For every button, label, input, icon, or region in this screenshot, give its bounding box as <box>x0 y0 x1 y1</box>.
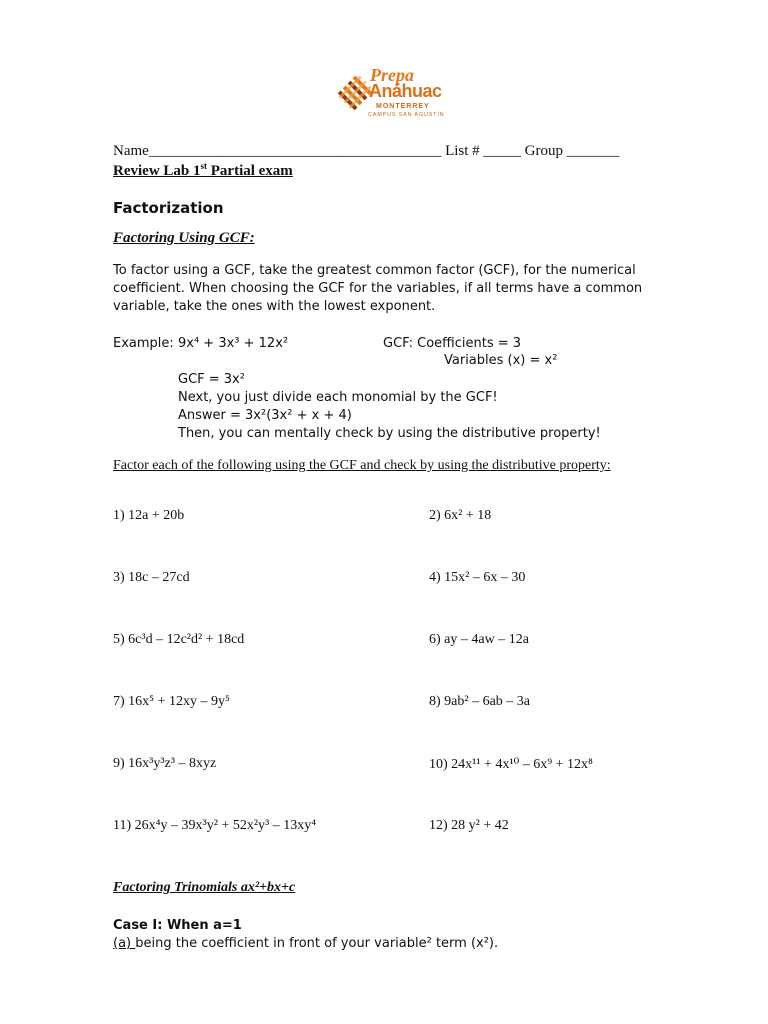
logo-mark-icon <box>336 70 372 118</box>
example-step-4: Then, you can mentally check by using the distributive property! <box>178 426 601 441</box>
problem-item: 3) 18c – 27cd <box>113 570 190 585</box>
gcf-intro-line-3: variable, take the ones with the lowest exponent. <box>113 299 436 314</box>
example-step-1: GCF = 3x² <box>178 372 245 387</box>
list-label: List # <box>445 143 480 159</box>
problem-item: 5) 6c³d – 12c²d² + 18cd <box>113 632 245 647</box>
review-title-suffix: Partial exam <box>207 163 293 179</box>
gcf-coefficients: GCF: Coefficients = 3 <box>383 336 522 351</box>
gcf-variables: Variables (x) = x² <box>444 353 558 368</box>
review-title-prefix: Review Lab 1 <box>113 163 201 179</box>
trinomials-heading: Factoring Trinomials ax²+bx+c <box>113 880 296 895</box>
gcf-heading: Factoring Using GCF: <box>113 230 255 246</box>
name-blank[interactable]: _______________________________________ <box>148 143 442 159</box>
prepa-anahuac-logo <box>336 66 446 124</box>
logo-text-anahuac: Anáhuac <box>369 81 442 101</box>
section-title: Factorization <box>113 199 224 217</box>
problem-item: 8) 9ab² – 6ab – 3a <box>429 694 531 709</box>
logo-text-prepa: Prepa <box>370 65 414 85</box>
name-line <box>113 143 619 160</box>
gcf-instruction: Factor each of the following using the GCF and check by using the distributive property: <box>113 458 611 473</box>
gcf-intro-line-1: To factor using a GCF, take the greatest common factor (GCF), for the numerical <box>113 263 636 278</box>
problem-item: 4) 15x² – 6x – 30 <box>429 570 526 585</box>
problem-item: 12) 28 y² + 42 <box>429 818 509 833</box>
problem-item: 7) 16x⁵ + 12xy – 9y⁵ <box>113 694 230 709</box>
problem-item: 11) 26x⁴y – 39x³y² + 52x²y³ – 13xy⁴ <box>113 818 317 833</box>
review-title-sup: st <box>200 161 207 171</box>
problem-item: 2) 6x² + 18 <box>429 508 492 523</box>
name-label: Name <box>113 143 149 159</box>
case-text: being the coefficient in front of your variable² term (x²). <box>135 936 499 951</box>
case-a-label: (a) <box>113 936 136 951</box>
case-description <box>113 935 498 953</box>
example-expression: 9x⁴ + 3x³ + 12x² <box>178 336 289 351</box>
case-title: Case I: When a=1 <box>113 918 242 933</box>
logo-text-city: MONTERREY <box>376 103 430 110</box>
problem-item: 1) 12a + 20b <box>113 508 185 523</box>
problem-item: 9) 16x³y³z³ – 8xyz <box>113 756 217 771</box>
review-title <box>113 163 293 180</box>
problem-item: 10) 24x¹¹ + 4x¹⁰ – 6x⁹ + 12x⁸ <box>429 757 593 772</box>
logo-text-campus: CAMPUS SAN AGUSTÍN <box>368 112 445 118</box>
example-step-2: Next, you just divide each monomial by the GCF! <box>178 390 498 405</box>
list-blank[interactable]: _____ <box>483 143 521 159</box>
example-step-3: Answer = 3x²(3x² + x + 4) <box>178 408 352 423</box>
gcf-intro-line-2: coefficient. When choosing the GCF for the variables, if all terms have a common <box>113 281 643 296</box>
group-label: Group <box>524 143 563 159</box>
group-blank[interactable]: _______ <box>566 143 620 159</box>
problem-item: 6) ay – 4aw – 12a <box>429 632 529 647</box>
example-label: Example: <box>113 336 174 351</box>
